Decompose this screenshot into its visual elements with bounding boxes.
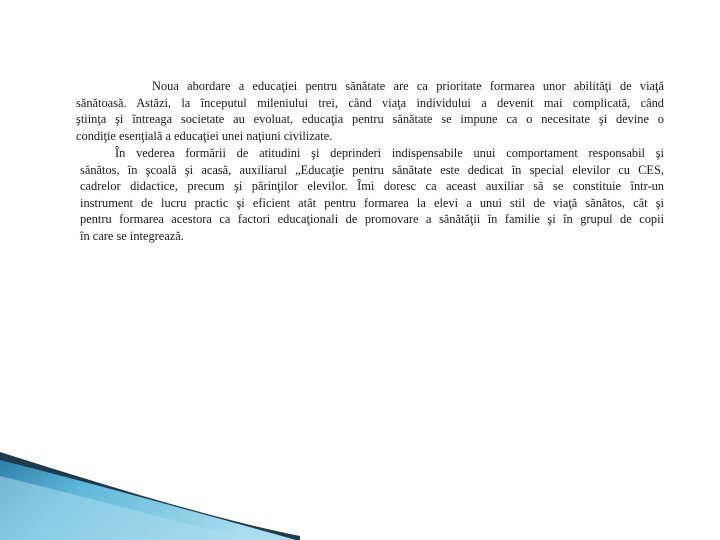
text-line: sănătoasă. Astăzi, la începutul mileniului trei, când viaţa individului a devenit mai complicată, când <box>76 95 664 110</box>
text-line: ştiinţa şi întreaga societate au evoluat, educaţia pentru sănătate se impune ca o necesitate şi devine o <box>76 112 664 127</box>
text-line: sănătos, în şcoală şi acasă, auxiliarul „Educaţie pentru sănătate este dedicat în special elevilor cu CES, <box>80 162 664 177</box>
text-line: cadrelor didactice, precum şi părinţilor elevilor. Îmi doresc ca aceast auxiliar să se constituie într-un <box>80 179 664 194</box>
text-line: în care se integrează. <box>80 228 184 243</box>
text-line: Noua abordare a educaţiei pentru sănătate are ca prioritate formarea unor abilităţi de viaţă <box>152 79 664 93</box>
text-line: condiţie esenţială a educaţiei unei naţiuni civilizate. <box>76 128 333 143</box>
text-line: instrument de lucru practic şi eficient atât pentru formarea la elevi a unui stil de viaţă sănătos, cât şi <box>80 195 664 210</box>
text-line: În vederea formării de atitudini şi deprinderi indispensabile unui comportament responsabil şi <box>115 146 664 160</box>
paragraph-purpose <box>80 145 664 245</box>
corner-wave-decoration <box>0 450 300 540</box>
paragraph-intro <box>76 78 664 144</box>
text-line: pentru formarea acestora ca factori educaţionali de promovare a sănătăţii în familie şi în grupul de copii <box>80 212 664 227</box>
